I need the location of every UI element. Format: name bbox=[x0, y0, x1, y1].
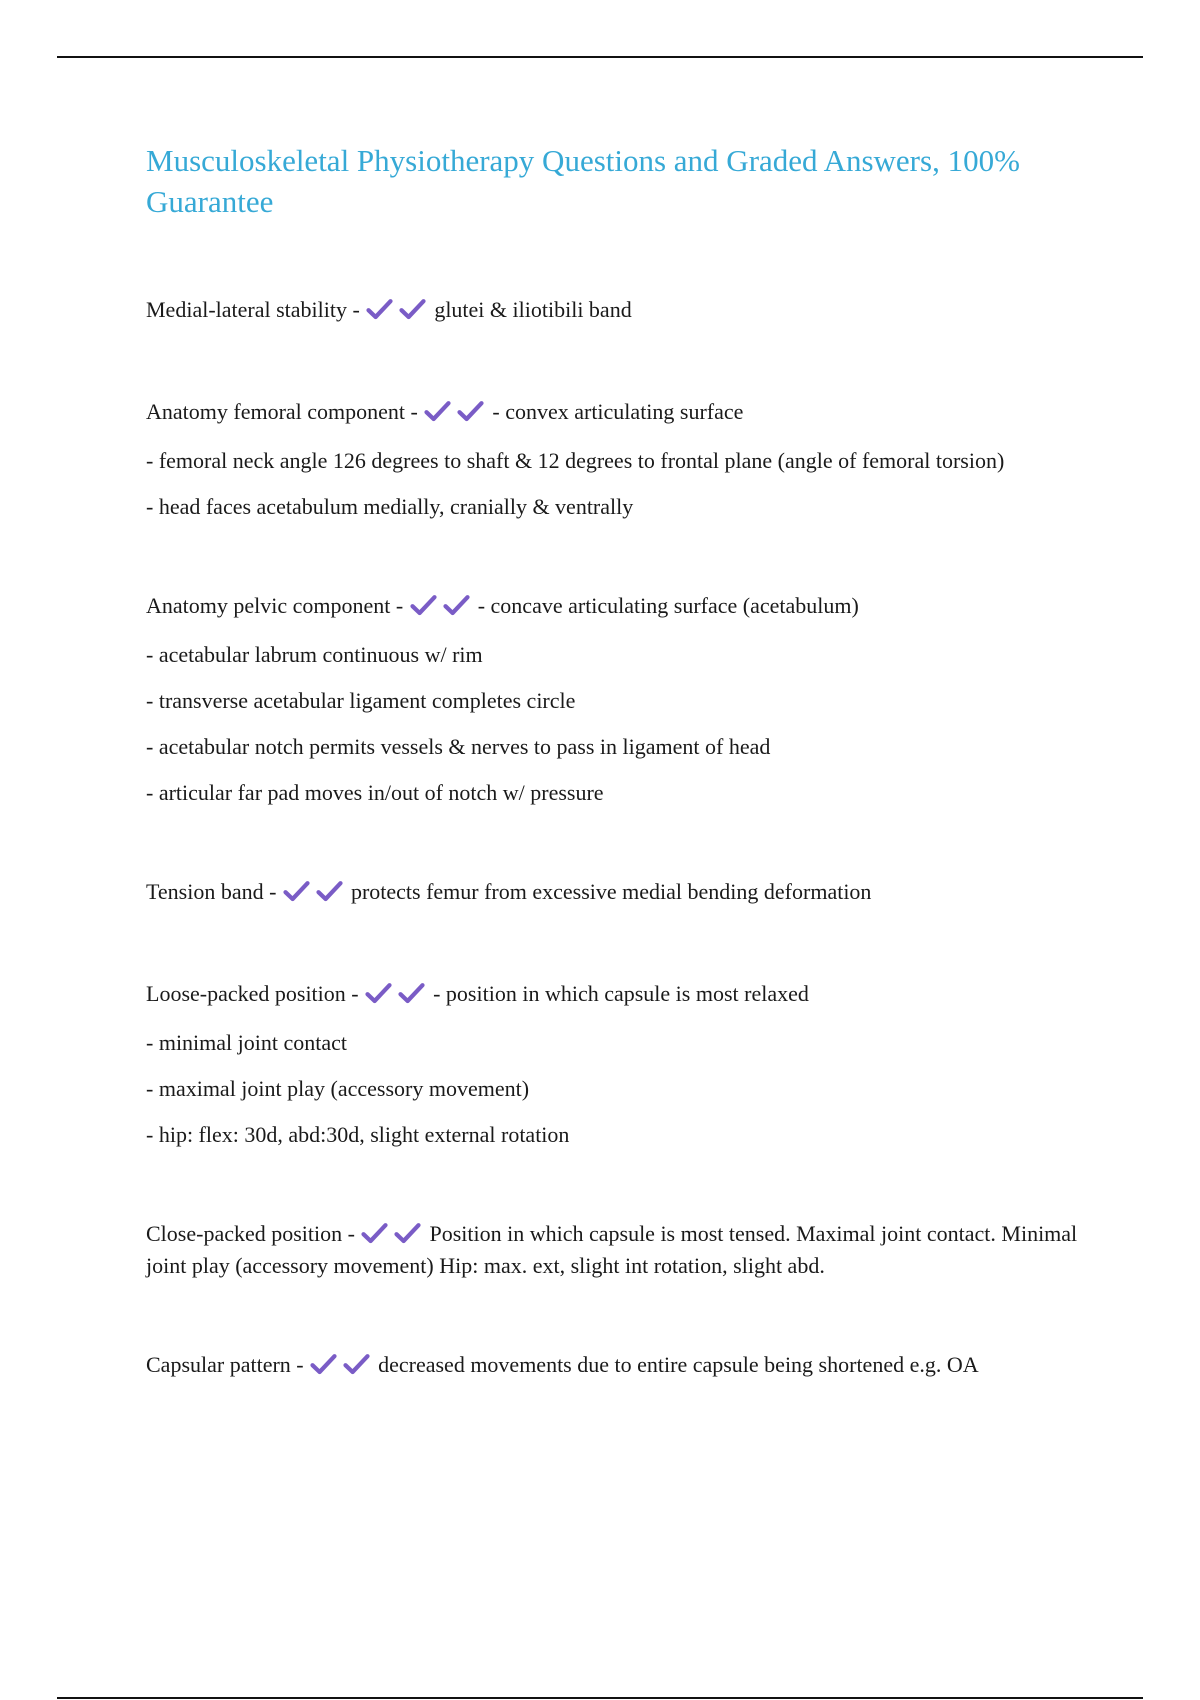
qa-entry bbox=[146, 397, 1086, 521]
qa-first-line bbox=[146, 1350, 1086, 1382]
check-icon bbox=[443, 594, 470, 616]
qa-term: Close-packed position - bbox=[146, 1221, 355, 1246]
qa-answer-line: - minimal joint contact bbox=[146, 1030, 348, 1055]
check-icon bbox=[424, 400, 451, 422]
qa-answer: - concave articulating surface (acetabulum) bbox=[477, 593, 859, 618]
double-check-icon bbox=[283, 880, 349, 909]
double-check-icon bbox=[361, 1222, 427, 1251]
qa-answer-line: - articular far pad moves in/out of notch w/ pressure bbox=[146, 780, 604, 805]
double-check-icon bbox=[365, 982, 431, 1011]
check-icon bbox=[316, 880, 343, 902]
qa-answer: protects femur from excessive medial bending deformation bbox=[350, 879, 872, 904]
check-icon bbox=[410, 594, 437, 616]
qa-answer: Position in which capsule is most tensed. Maximal joint contact. Minimal joint play (accessory movement) Hip: max. ext, slight int rotation, slight abd. bbox=[146, 1221, 1078, 1278]
qa-first-line bbox=[146, 295, 1086, 327]
qa-term: Capsular pattern - bbox=[146, 1352, 304, 1377]
qa-answer: - convex articulating surface bbox=[492, 399, 744, 424]
qa-entry bbox=[146, 1350, 1086, 1382]
qa-answer: - position in which capsule is most relaxed bbox=[433, 981, 809, 1006]
check-icon bbox=[366, 298, 393, 320]
qa-answer-line: - acetabular notch permits vessels & nerves to pass in ligament of head bbox=[146, 734, 771, 759]
qa-answer-line: - hip: flex: 30d, abd:30d, slight external rotation bbox=[146, 1122, 570, 1147]
qa-answer-line: - maximal joint play (accessory movement) bbox=[146, 1076, 530, 1101]
qa-answer-line: - transverse acetabular ligament completes circle bbox=[146, 688, 576, 713]
check-icon bbox=[283, 880, 310, 902]
qa-answer-line: - acetabular labrum continuous w/ rim bbox=[146, 642, 483, 667]
qa-first-line bbox=[146, 1219, 1086, 1280]
qa-term: Loose-packed position - bbox=[146, 981, 359, 1006]
qa-term: Anatomy femoral component - bbox=[146, 399, 418, 424]
check-icon bbox=[457, 400, 484, 422]
double-check-icon bbox=[424, 400, 490, 429]
document-title: Musculoskeletal Physiotherapy Questions and Graded Answers, 100% Guarantee bbox=[146, 143, 1020, 219]
qa-term: Anatomy pelvic component - bbox=[146, 593, 404, 618]
top-rule bbox=[57, 56, 1143, 58]
check-icon bbox=[398, 982, 425, 1004]
qa-first-line bbox=[146, 979, 1086, 1011]
double-check-icon bbox=[410, 594, 476, 623]
qa-entry bbox=[146, 295, 1086, 327]
qa-answer-line: - femoral neck angle 126 degrees to shaft & 12 degrees to frontal plane (angle of femoral torsion) bbox=[146, 448, 1005, 473]
qa-first-line bbox=[146, 877, 1086, 909]
check-icon bbox=[343, 1353, 370, 1375]
qa-answer-line: - head faces acetabulum medially, cranially & ventrally bbox=[146, 494, 634, 519]
double-check-icon bbox=[366, 298, 432, 327]
qa-entry bbox=[146, 591, 1086, 807]
document-body bbox=[146, 140, 1086, 1452]
check-icon bbox=[361, 1222, 388, 1244]
check-icon bbox=[394, 1222, 421, 1244]
qa-entry bbox=[146, 1219, 1086, 1280]
check-icon bbox=[310, 1353, 337, 1375]
double-check-icon bbox=[310, 1353, 376, 1382]
qa-term: Tension band - bbox=[146, 879, 277, 904]
qa-entry bbox=[146, 877, 1086, 909]
qa-entry bbox=[146, 979, 1086, 1149]
qa-first-line bbox=[146, 591, 1086, 623]
qa-term: Medial-lateral stability - bbox=[146, 297, 360, 322]
qa-answer: glutei & iliotibili band bbox=[434, 297, 632, 322]
check-icon bbox=[399, 298, 426, 320]
check-icon bbox=[365, 982, 392, 1004]
qa-first-line bbox=[146, 397, 1086, 429]
bottom-rule bbox=[57, 1697, 1143, 1699]
qa-list bbox=[146, 295, 1086, 1382]
qa-answer: decreased movements due to entire capsule being shortened e.g. OA bbox=[378, 1352, 979, 1377]
